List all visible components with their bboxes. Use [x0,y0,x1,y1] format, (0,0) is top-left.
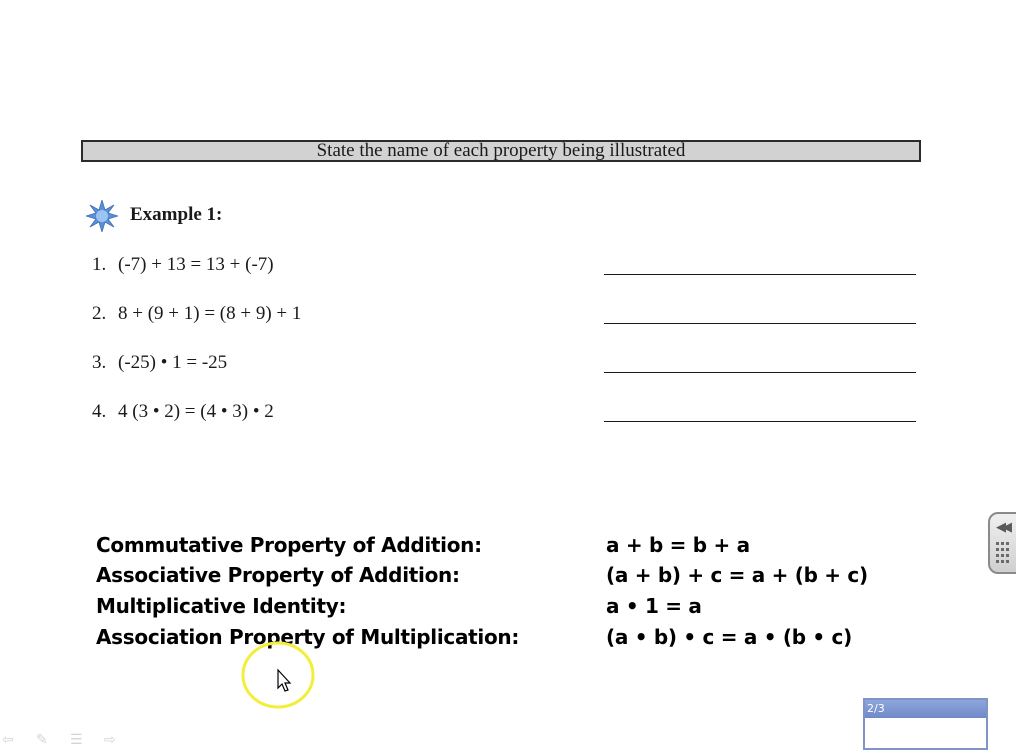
property-name-associative-addition: Associative Property of Addition: [96,563,460,587]
double-chevron-left-icon: ◀◀ [996,520,1008,535]
slide-page-indicator: 2/3 [865,700,986,718]
arrow-right-icon[interactable]: ⇨ [104,732,116,748]
pen-icon[interactable]: ✎ [36,732,48,748]
problem-2 [92,303,301,325]
answer-line-4[interactable] [604,421,916,422]
answer-line-1[interactable] [604,274,916,275]
property-formula-associative-multiplication: (a • b) • c = a • (b • c) [606,625,852,649]
slideshow-controls [2,732,138,754]
property-formula-multiplicative-identity: a • 1 = a [606,594,702,618]
property-name-associative-multiplication: Association Property of Multiplication: [96,625,520,649]
property-name-commutative-addition: Commutative Property of Addition: [96,533,482,557]
problem-4 [92,401,274,423]
problem-expression: 4 (3 • 2) = (4 • 3) • 2 [118,401,274,422]
problem-1 [92,254,274,276]
problem-3 [92,352,227,374]
property-formula-associative-addition: (a + b) + c = a + (b + c) [606,563,868,587]
panel-toggle-tab[interactable] [988,512,1016,574]
menu-icon[interactable]: ☰ [70,732,83,748]
property-name-multiplicative-identity: Multiplicative Identity: [96,594,347,618]
instruction-text: State the name of each property being illustrated [316,140,686,161]
problem-number: 3. [92,352,107,373]
slide-thumbnail[interactable] [863,698,988,750]
problem-expression: (-7) + 13 = 13 + (-7) [118,254,274,275]
starburst-icon [86,200,118,232]
problem-expression: 8 + (9 + 1) = (8 + 9) + 1 [118,303,302,324]
mouse-pointer-icon [278,670,290,691]
property-formula-commutative-addition: a + b = b + a [606,533,750,557]
arrow-left-icon[interactable]: ⇦ [2,732,14,748]
problem-number: 4. [92,401,107,422]
problem-number: 1. [92,254,107,275]
example-title: Example 1: [130,204,223,225]
grip-icon [996,542,1010,564]
answer-line-3[interactable] [604,372,916,373]
problem-expression: (-25) • 1 = -25 [118,352,228,373]
instruction-banner [81,140,921,162]
answer-line-2[interactable] [604,323,916,324]
cursor-highlight [240,636,320,717]
problem-number: 2. [92,303,107,324]
